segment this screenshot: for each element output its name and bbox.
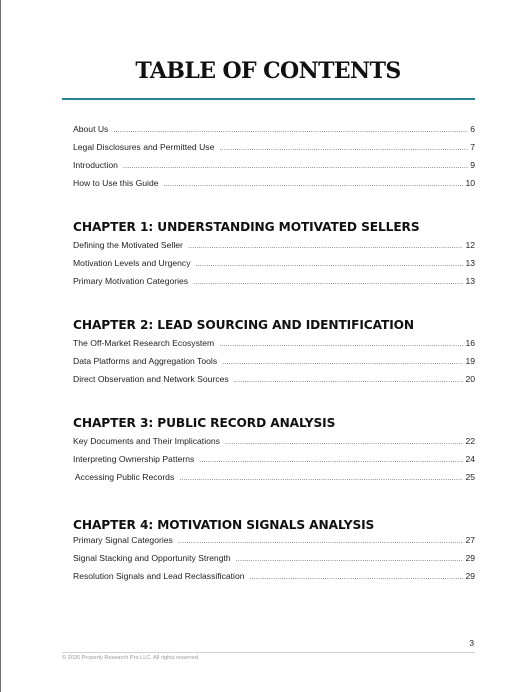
toc-entry-page: 10 [465, 178, 475, 188]
toc-entry[interactable] [73, 240, 475, 258]
toc-entry-page: 6 [470, 124, 475, 134]
dot-leader [222, 359, 463, 366]
toc-entry-page: 16 [465, 338, 475, 348]
toc-entry-label: Interpreting Ownership Patterns [73, 454, 195, 464]
toc-entry-label: Signal Stacking and Opportunity Strength [73, 553, 231, 563]
toc-entry-page: 13 [465, 276, 475, 286]
toc-entry-page: 22 [465, 436, 475, 446]
toc-entry[interactable] [73, 553, 475, 571]
toc-entry-page: 12 [465, 240, 475, 250]
chapter-heading[interactable]: CHAPTER 1: UNDERSTANDING MOTIVATED SELLERS [73, 220, 420, 234]
dot-leader [164, 181, 464, 188]
toc-entry-label: Introduction [73, 160, 118, 170]
toc-entry-introduction[interactable] [73, 160, 475, 178]
toc-entry-page: 9 [470, 160, 475, 170]
toc-chapter-4 [73, 518, 475, 589]
footer-divider [62, 652, 475, 653]
toc-entry[interactable] [73, 356, 475, 374]
toc-entry[interactable] [73, 571, 475, 589]
dot-leader [234, 377, 464, 384]
toc-entry-page: 13 [465, 258, 475, 268]
footer-copyright: © 2026 Property Research Pro LLC. All rights reserved. [62, 655, 200, 661]
toc-chapter-2 [73, 318, 475, 392]
toc-entry-page: 27 [465, 535, 475, 545]
toc-entry-page: 7 [470, 142, 475, 152]
toc-entry-label: Motivation Levels and Urgency [73, 258, 191, 268]
toc-entry-label: Primary Signal Categories [73, 535, 173, 545]
dot-leader [113, 127, 468, 134]
toc-entry[interactable] [73, 338, 475, 356]
toc-entry-label: About Us [73, 124, 109, 134]
dot-leader [193, 279, 463, 286]
dot-leader [196, 261, 464, 268]
dot-leader [219, 145, 468, 152]
toc-entry-page: 25 [465, 472, 475, 482]
toc-entry[interactable] [73, 535, 475, 553]
toc-entry[interactable] [73, 276, 475, 294]
toc-entry-label: Accessing Public Records [73, 472, 175, 482]
toc-entry-how-to-use[interactable] [73, 178, 475, 196]
toc-entry-label: How to Use this Guide [73, 178, 159, 188]
dot-leader [250, 574, 464, 581]
dot-leader [236, 556, 464, 563]
toc-chapter-1 [73, 220, 475, 294]
toc-entry-label: The Off-Market Research Ecosystem [73, 338, 215, 348]
toc-entry-page: 29 [465, 553, 475, 563]
toc-entry-page: 20 [465, 374, 475, 384]
dot-leader [178, 538, 464, 545]
dot-leader [179, 475, 463, 482]
toc-entry-legal-disclosures[interactable] [73, 142, 475, 160]
toc-entry[interactable] [73, 258, 475, 276]
toc-entry-label: Legal Disclosures and Permitted Use [73, 142, 215, 152]
toc-entry-label: Resolution Signals and Lead Reclassification [73, 571, 245, 581]
toc-chapter-3 [73, 416, 475, 490]
toc-entry[interactable] [73, 454, 475, 472]
toc-entry-label: Primary Motivation Categories [73, 276, 189, 286]
chapter-heading[interactable]: CHAPTER 4: MOTIVATION SIGNALS ANALYSIS [73, 518, 375, 532]
dot-leader [123, 163, 468, 170]
chapter-heading[interactable]: CHAPTER 2: LEAD SOURCING AND IDENTIFICATION [73, 318, 415, 332]
table-of-contents [73, 124, 475, 613]
page-number: 3 [469, 638, 474, 648]
dot-leader [219, 341, 463, 348]
toc-entry-label: Defining the Motivated Seller [73, 240, 183, 250]
toc-entry-about-us[interactable] [73, 124, 475, 142]
dot-leader [188, 243, 464, 250]
toc-intro-section [73, 124, 475, 196]
toc-entry-label: Data Platforms and Aggregation Tools [73, 356, 218, 366]
toc-entry-page: 24 [465, 454, 475, 464]
dot-leader [199, 457, 463, 464]
toc-entry[interactable] [73, 374, 475, 392]
dot-leader [225, 439, 463, 446]
toc-entry-label: Key Documents and Their Implications [73, 436, 220, 446]
chapter-heading[interactable]: CHAPTER 3: PUBLIC RECORD ANALYSIS [73, 416, 336, 430]
toc-entry-page: 19 [465, 356, 475, 366]
page-edge [0, 0, 1, 692]
toc-entry-label: Direct Observation and Network Sources [73, 374, 229, 384]
page-title: TABLE OF CONTENTS [135, 58, 401, 84]
toc-entry[interactable] [73, 436, 475, 454]
title-divider [62, 98, 475, 100]
toc-entry[interactable] [73, 472, 475, 490]
toc-entry-page: 29 [465, 571, 475, 581]
